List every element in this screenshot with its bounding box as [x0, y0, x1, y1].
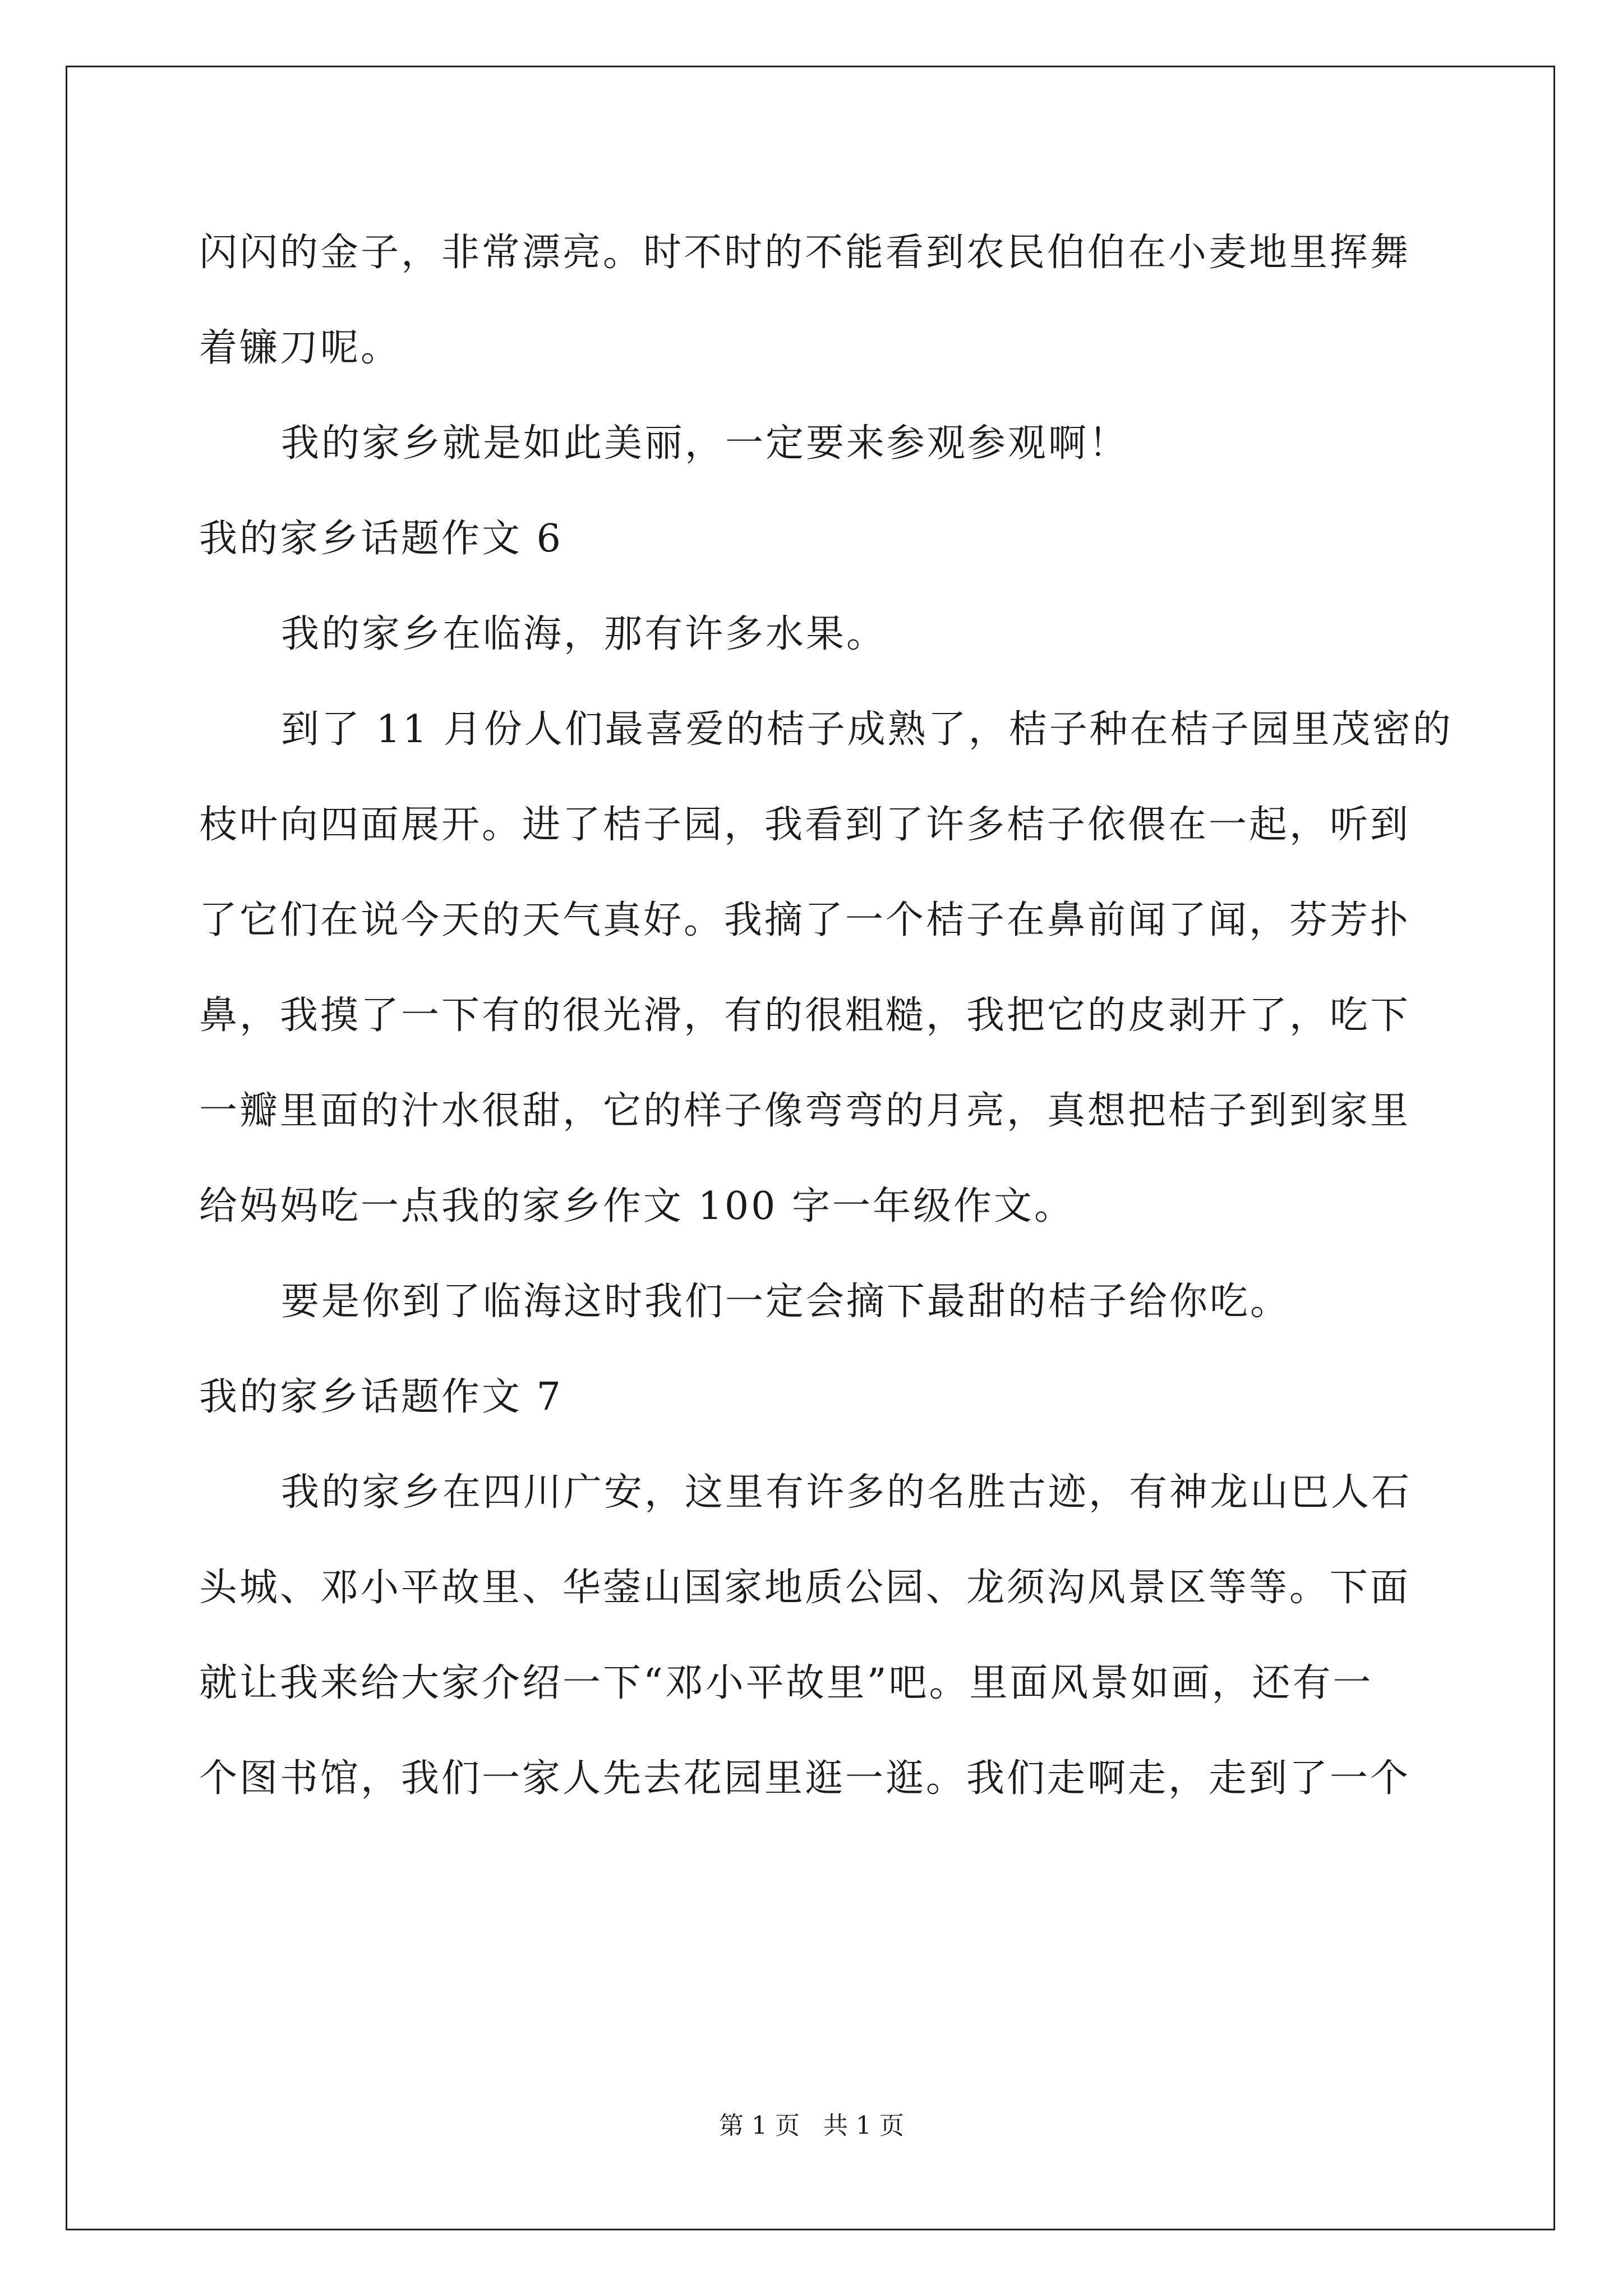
text-line: 我的家乡在临海，那有许多水果。	[281, 612, 887, 656]
text-line: 到了 11 月份人们最喜爱的桔子成熟了，桔子种在桔子园里茂密的	[281, 707, 1453, 752]
text-line: 鼻，我摸了一下有的很光滑，有的很粗糙，我把它的皮剥开了，吃下	[199, 993, 1411, 1038]
text-line: 给妈妈吃一点我的家乡作文 100 字一年级作文。	[199, 1184, 1075, 1228]
page-footer: 第 1 页 共 1 页	[719, 2111, 904, 2140]
section-heading: 我的家乡话题作文 7	[199, 1375, 563, 1419]
text-line: 一瓣里面的汁水很甜，它的样子像弯弯的月亮，真想把桔子到到家里	[199, 1089, 1411, 1133]
text-line: 闪闪的金子，非常漂亮。时不时的不能看到农民伯伯在小麦地里挥舞	[199, 231, 1411, 275]
text-line: 了它们在说今天的天气真好。我摘了一个桔子在鼻前闻了闻，芬芳扑	[199, 898, 1411, 942]
text-line: 就让我来给大家介绍一下“邓小平故里”吧。里面风景如画，还有一	[199, 1661, 1373, 1705]
text-line: 我的家乡在四川广安，这里有许多的名胜古迹，有神龙山巴人石	[281, 1470, 1412, 1515]
text-line: 我的家乡就是如此美丽，一定要来参观参观啊！	[281, 421, 1129, 466]
text-line: 个图书馆，我们一家人先去花园里逛一逛。我们走啊走，走到了一个	[199, 1756, 1411, 1801]
text-line: 要是你到了临海这时我们一定会摘下最甜的桔子给你吃。	[281, 1280, 1291, 1324]
text-line: 着镰刀呢。	[199, 326, 402, 370]
document-body	[199, 205, 1453, 1826]
text-line: 枝叶向四面展开。进了桔子园，我看到了许多桔子依偎在一起，听到	[199, 803, 1411, 847]
text-line: 头城、邓小平故里、华蓥山国家地质公园、龙须沟风景区等等。下面	[199, 1566, 1411, 1610]
section-heading: 我的家乡话题作文 6	[199, 517, 563, 561]
